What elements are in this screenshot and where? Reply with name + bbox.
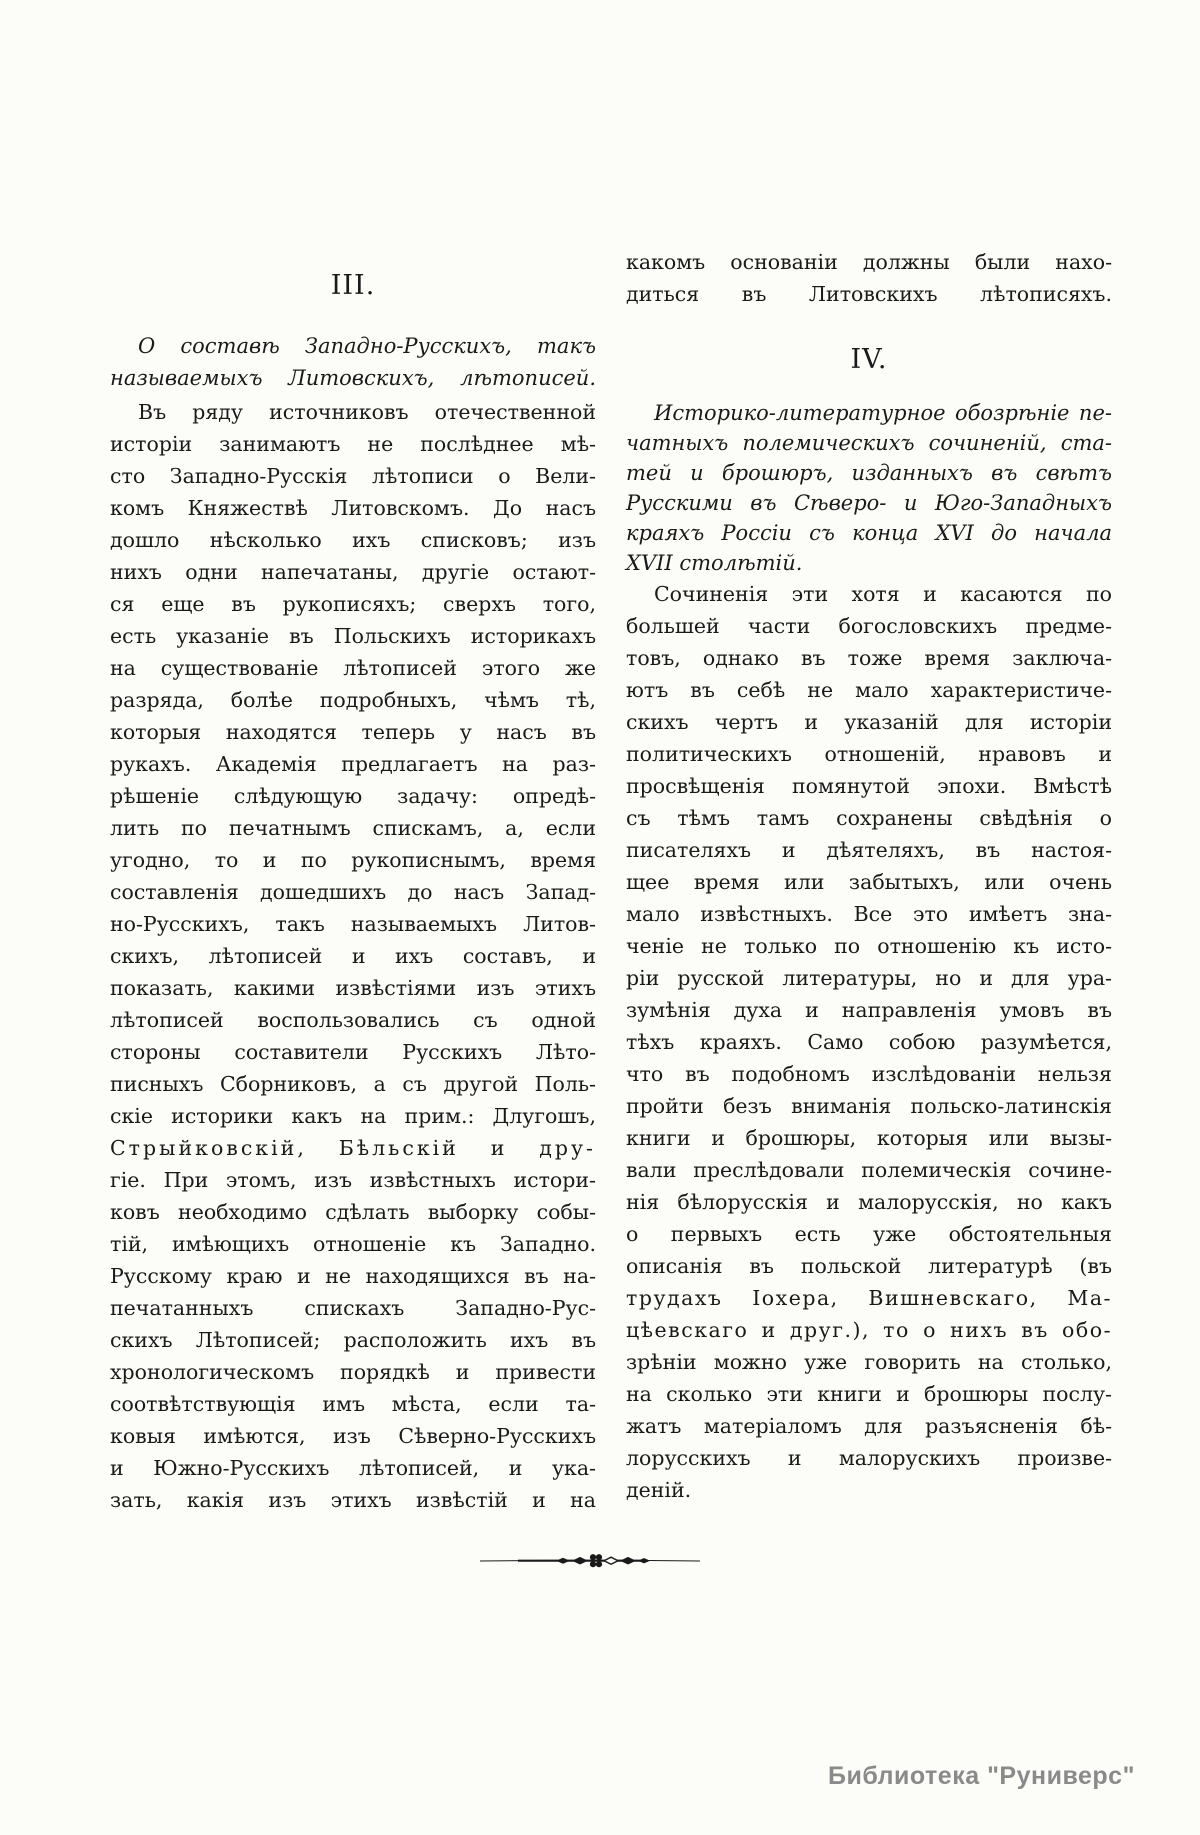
text-line: жатъ матеріаломъ для разъясненія бѣ-	[626, 1414, 1112, 1438]
text-line: рѣшеніе слѣдующую задачу: опредѣ-	[110, 784, 596, 808]
text-line: зрѣніи можно уже говорить на столько,	[626, 1350, 1112, 1374]
text-line: дошло нѣсколько ихъ списковъ; изъ	[110, 528, 596, 552]
text-line: книги и брошюры, которыя или вызы-	[626, 1126, 1112, 1150]
text-line: скіе историки какъ на прим.: Длугошъ,	[110, 1104, 596, 1128]
text-line: Историко-литературное обозрѣніе пе-	[654, 401, 1112, 425]
text-line: трудахъ Іохера, Вишневскаго, Ма-	[626, 1286, 1112, 1310]
library-watermark: Библиотека "Руниверс"	[828, 1762, 1135, 1790]
text-line: тій, имѣющихъ отношеніе къ Западно.	[110, 1232, 596, 1256]
text-line: тей и брошюръ, изданныхъ въ свѣтъ	[626, 461, 1112, 485]
text-line: вали преслѣдовали полемическія сочине-	[626, 1158, 1112, 1182]
text-line: Сочиненія эти хотя и касаются по	[654, 582, 1112, 606]
text-line: составленія дошедшихъ до насъ Запад-	[110, 880, 596, 904]
text-line: писныхъ Сборниковъ, а съ другой Поль-	[110, 1072, 596, 1096]
text-line: на сколько эти книги и брошюры послу-	[626, 1382, 1112, 1406]
text-line: рукахъ. Академія предлагаетъ на раз-	[110, 752, 596, 776]
text-line: нихъ одни напечатаны, другіе остают-	[110, 560, 596, 584]
text-line: разряда, болѣе подробныхъ, чѣмъ тѣ,	[110, 688, 596, 712]
text-line: Русскому краю и не находящихся въ на-	[110, 1264, 596, 1288]
text-line: скихъ Лѣтописей; расположить ихъ въ	[110, 1328, 596, 1352]
text-line: XVII столѣтій.	[626, 551, 803, 575]
text-line: стороны составители Русскихъ Лѣто-	[110, 1040, 596, 1064]
text-line: хронологическомъ порядкѣ и привести	[110, 1360, 596, 1384]
chapter-number-right: IV.	[850, 344, 888, 375]
text-line: щее время или забытыхъ, или очень	[626, 870, 1112, 894]
text-line: которыя находятся теперь у насъ въ	[110, 720, 596, 744]
text-line: зать, какія изъ этихъ извѣстій и на	[110, 1488, 596, 1512]
text-line: большей части богословскихъ предме-	[626, 614, 1112, 638]
text-line: ковыя имѣются, изъ Сѣверно-Русскихъ	[110, 1424, 596, 1448]
text-line: о первыхъ есть уже обстоятельныя	[626, 1222, 1112, 1246]
text-line: писателяхъ и дѣятеляхъ, въ настоя-	[626, 838, 1112, 862]
text-line: чатныхъ полемическихъ сочиненій, ста-	[626, 431, 1112, 455]
text-line: и Южно-Русскихъ лѣтописей, и ука-	[110, 1456, 596, 1480]
text-line: мало извѣстныхъ. Все это имѣетъ зна-	[626, 902, 1112, 926]
text-line: краяхъ Россіи съ конца XVI до начала	[626, 521, 1112, 545]
text-line: скихъ, лѣтописей и ихъ составъ, и	[110, 944, 596, 968]
text-line: лорусскихъ и малорускихъ произве-	[626, 1446, 1112, 1470]
text-line: политическихъ отношеній, нравовъ и	[626, 742, 1112, 766]
text-line: сто Западно-Русскія лѣтописи о Вели-	[110, 464, 596, 488]
text-line: цѣевскаго и друг.), то о нихъ въ обо-	[626, 1318, 1112, 1342]
text-line: Русскими въ Сѣверо- и Юго-Западныхъ	[626, 491, 1112, 515]
text-line: лить по печатнымъ спискамъ, а, если	[110, 816, 596, 840]
text-line: пройти безъ вниманія польско-латинскія	[626, 1094, 1112, 1118]
text-line: что въ подобномъ изслѣдованіи нельзя	[626, 1062, 1112, 1086]
text-line: ютъ въ себѣ не мало характеристиче-	[626, 678, 1112, 702]
text-line: зумѣнія духа и направленія умовъ въ	[626, 998, 1112, 1022]
text-line: ченіе не только по отношенію къ исто-	[626, 934, 1112, 958]
right-section-title	[626, 398, 1112, 578]
text-line: гіе. При этомъ, изъ извѣстныхъ истори-	[110, 1168, 596, 1192]
text-line: Въ ряду источниковъ отечественной	[138, 400, 596, 424]
text-line: лѣтописей воспользовались съ одной	[110, 1008, 596, 1032]
chapter-number-left: III.	[330, 270, 376, 301]
left-section-title	[110, 330, 596, 394]
text-line: показать, какими извѣстіями изъ этихъ	[110, 976, 596, 1000]
text-line: комъ Княжествѣ Литовскомъ. До насъ	[110, 496, 596, 520]
text-line: деній.	[626, 1478, 692, 1502]
text-line: товъ, однако въ тоже время заключа-	[626, 646, 1112, 670]
text-line: О составѣ Западно-Русскихъ, такъ	[138, 334, 596, 358]
text-line: съ тѣмъ тамъ сохранены свѣдѣнія о	[626, 806, 1112, 830]
text-line: исторіи занимаютъ не послѣднее мѣ-	[110, 432, 596, 456]
text-line: диться въ Литовскихъ лѣтописяхъ.	[626, 282, 1112, 306]
text-line: Стрыйковскій, Бѣльскій и дру-	[110, 1136, 596, 1160]
text-line: нія бѣлорусскія и малорусскія, но какъ	[626, 1190, 1112, 1214]
text-line: есть указаніе въ Польскихъ историкахъ	[110, 624, 596, 648]
text-line: описанія въ польской литературѣ (въ	[626, 1254, 1112, 1278]
left-body-text	[110, 396, 596, 1516]
text-line: печатанныхъ спискахъ Западно-Рус-	[110, 1296, 596, 1320]
right-body-text	[626, 578, 1112, 1506]
text-line: угодно, то и по рукописнымъ, время	[110, 848, 596, 872]
text-line: соотвѣтствующія имъ мѣста, если та-	[110, 1392, 596, 1416]
text-line: на существованіе лѣтописей этого же	[110, 656, 596, 680]
text-line: но-Русскихъ, такъ называемыхъ Литов-	[110, 912, 596, 936]
text-line: просвѣщенія помянутой эпохи. Вмѣстѣ	[626, 774, 1112, 798]
text-line: ріи русской литературы, но и для ура-	[626, 966, 1112, 990]
flourish-divider-icon	[478, 1552, 702, 1570]
right-continuation-text	[626, 246, 1112, 310]
text-line: скихъ чертъ и указаній для исторіи	[626, 710, 1112, 734]
text-line: ковъ необходимо сдѣлать выборку собы-	[110, 1200, 596, 1224]
text-line: ся еще въ рукописяхъ; сверхъ того,	[110, 592, 596, 616]
text-line: тѣхъ краяхъ. Само собою разумѣется,	[626, 1030, 1112, 1054]
text-line: называемыхъ Литовскихъ, лѣтописей.	[110, 366, 596, 390]
text-line: какомъ основаніи должны были нахо-	[626, 250, 1112, 274]
